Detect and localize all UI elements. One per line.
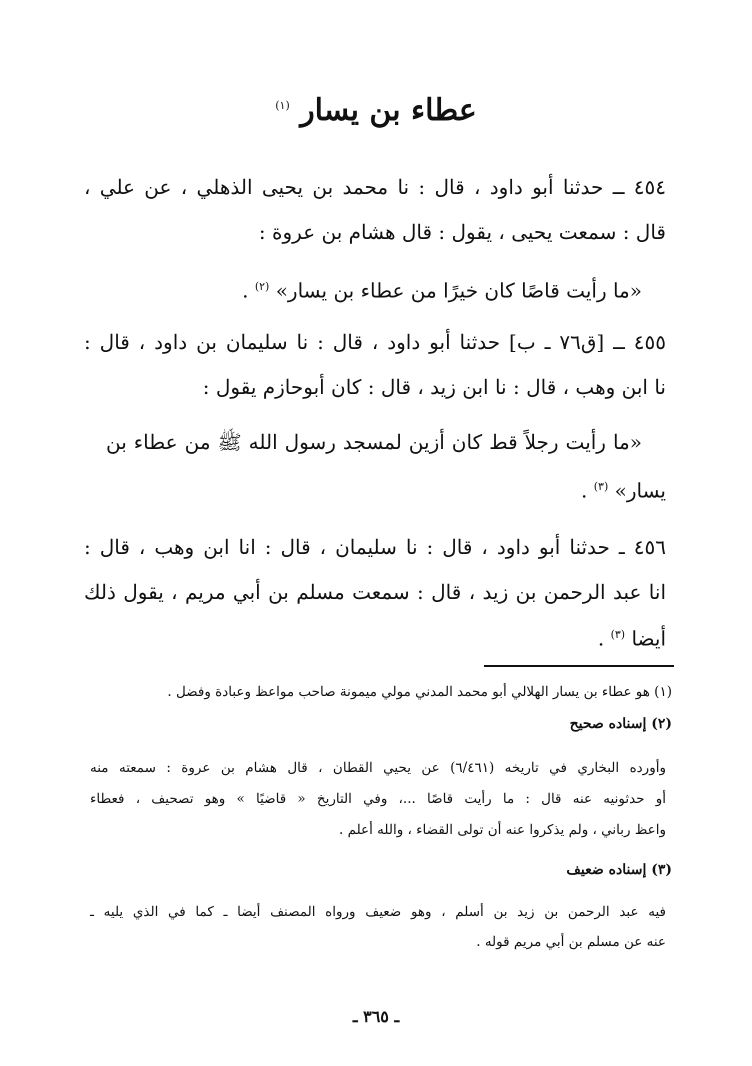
footnote-3-heading: (٣) إسناده ضعيف	[566, 862, 672, 878]
footnote-3-line-2: عنه عن مسلم بن أبي مريم قوله .	[476, 934, 666, 950]
hadith-456-line-2: انا عبد الرحمن بن زيد ، قال : سمعت مسلم بن أبي مريم ، يقول ذلك	[84, 580, 666, 604]
footnote-divider	[484, 665, 674, 667]
hadith-455-line-3: «ما رأيت رجلاً قط كان أزين لمسجد رسول الله ﷺ من عطاء بن	[106, 430, 642, 454]
page-title	[0, 86, 752, 131]
hadith-456-end: .	[597, 626, 605, 651]
hadith-456-line-1: ٤٥٦ ـ حدثنا أبو داود ، قال : نا سليمان ، قال : انا ابن وهب ، قال :	[84, 535, 666, 559]
footnote-1: (١) هو عطاء بن يسار الهلالي أبو محمد المدني مولي ميمونة صاحب مواعظ وعبادة وفضل .	[167, 684, 672, 700]
footnote-2-line-1: وأورده البخاري في تاريخه (٦/٤٦١) عن يحيي القطان ، قال هشام بن عروة : سمعته منه	[90, 760, 666, 776]
hadith-456-footnote-marker: (٣)	[610, 628, 626, 641]
page-number: ـ ٣٦٥ ـ	[352, 1007, 400, 1026]
hadith-454-line-2: قال : سمعت يحيى ، يقول : قال هشام بن عروة :	[258, 220, 666, 244]
hadith-455-tail-text: يسار»	[614, 478, 666, 503]
hadith-455-footnote-marker: (٣)	[593, 480, 609, 493]
hadith-456-tail-text: أيضا	[631, 626, 666, 651]
hadith-455-line-1: ٤٥٥ ــ [ق٧٦ ـ ب] حدثنا أبو داود ، قال : نا سليمان بن داود ، قال :	[84, 330, 666, 354]
title-text: عطاء بن يسار	[300, 93, 477, 128]
hadith-454-quote-text: «ما رأيت قاصًا كان خيرًا من عطاء بن يسار»	[275, 278, 642, 303]
hadith-454-quote	[242, 272, 642, 306]
footnote-2-line-3: واعظ رباني ، ولم يذكروا عنه أن تولى القضاء ، والله أعلم .	[339, 822, 666, 838]
footnote-2-heading: (٢) إسناده صحيح	[569, 716, 672, 732]
hadith-455-line-4	[581, 472, 666, 506]
hadith-454-footnote-marker: (٢)	[254, 280, 270, 293]
hadith-454-line-1: ٤٥٤ ــ حدثنا أبو داود ، قال : نا محمد بن يحيى الذهلي ، عن علي ،	[84, 175, 666, 199]
hadith-454-end: .	[242, 278, 249, 303]
footnote-2-line-2: أو حدثونيه عنه قال : ما رأيت قاصًا ...، وفي التاريخ « قاضيًا » وهو تصحيف ، فعطاء	[90, 791, 666, 807]
hadith-455-end: .	[581, 478, 588, 503]
footnote-3-line-1: فيه عبد الرحمن بن زيد بن أسلم ، وهو ضعيف ورواه المصنف أيضا ـ كما في الذي يليه ـ	[90, 904, 666, 920]
hadith-455-line-2: نا ابن وهب ، قال : نا ابن زيد ، قال : كان أبوحازم يقول :	[202, 375, 666, 399]
hadith-456-line-3	[598, 620, 666, 654]
title-footnote-marker: (١)	[275, 99, 290, 112]
